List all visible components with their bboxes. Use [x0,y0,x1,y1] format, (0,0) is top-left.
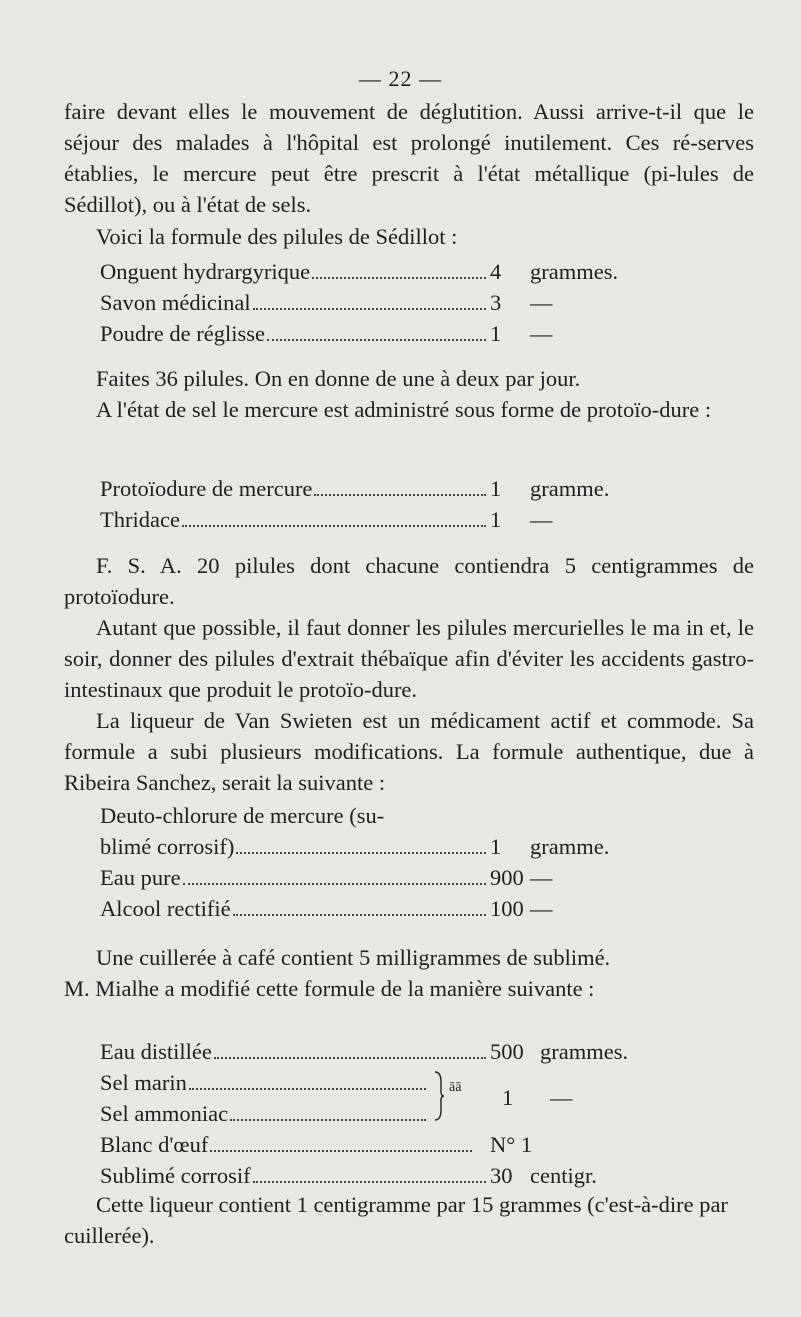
ingredient-name: Eau pure [100,865,181,890]
paragraph-text: Faites 36 pilules. On en donne de une à deux par jour. [96,366,581,391]
ingredient-quantity: N° 1 [490,1132,533,1157]
ingredient-quantity: 30 [490,1163,513,1188]
ingredient-name: Alcool rectifié [100,896,231,921]
ingredient-quantity: 500 [490,1039,524,1064]
ingredient-name: Protoïodure de mercure [100,476,313,501]
page-number: — 22 — [359,66,442,91]
leader-dots [253,307,486,310]
paragraph-text: La liqueur de Van Swieten est un médicament actif et commode. Sa formule a subi plusieurs modifications. La formule authentique, due à Ribeira Sanchez, serait la suivante : [64,708,754,795]
leader-dots [214,1056,486,1059]
ingredient-unit: centigr. [530,1163,597,1188]
leader-dots [233,913,486,916]
recipe-row [100,1129,660,1160]
recipe-mialhe [100,1036,660,1191]
ingredient-name: Sublimé corrosif [100,1163,251,1188]
ingredient-name: Thridace [100,507,180,532]
leader-dots [314,493,486,496]
ingredient-quantity: 3 [490,290,502,315]
leader-dots [230,1118,426,1121]
paragraph-text: A l'état de sel le mercure est administré sous forme de protoïo-dure : [96,397,712,422]
recipe-row [100,862,660,893]
recipe-sedillot [100,256,660,349]
brace-label-ana: āā [449,1080,462,1095]
recipe-row [100,1098,660,1129]
brace-unit: — [550,1085,573,1110]
leader-dots [189,1087,426,1090]
paragraph-text: faire devant elles le mouvement de déglutition. Aussi arrive-t-il que le séjour des malades à l'hôpital est prolongé inutilement. Ces ré-serves établies, le mercure peut être prescrit à l'état métallique (pi-lules de Sédillot), ou à l'état de sels. [64,99,754,217]
ingredient-name: blimé corrosif) [100,834,235,859]
ingredient-unit: grammes. [540,1039,629,1064]
paragraph-text: Voici la formule des pilules de Sédillot : [96,224,458,249]
ingredient-name: Eau distillée [100,1039,212,1064]
paragraph-text: Cette liqueur contient 1 centigramme par 15 grammes (c'est-à-dire par cuillerée). [64,1192,728,1248]
paragraph-van-swieten [64,550,754,798]
ingredient-unit: gramme. [530,476,610,501]
recipe-protoiodure [100,473,660,535]
paragraph-text: Une cuillerée à café contient 5 milligrammes de sublimé. [96,945,611,970]
ingredient-unit: — [530,321,553,346]
paragraph-conclusion [64,1189,776,1251]
leader-dots [253,1180,486,1183]
leader-dots [182,524,486,527]
recipe-row [100,1067,660,1098]
ingredient-quantity: 100 [490,896,524,921]
leader-dots [267,338,486,341]
ingredient-unit: — [530,896,553,921]
ingredient-unit: gramme. [530,834,610,859]
ingredient-name: Onguent hydrargyrique [100,259,311,284]
ingredient-unit: — [530,865,553,890]
recipe-row [100,504,660,535]
recipe-van-swieten [100,800,660,924]
ingredient-quantity: 1 [490,507,502,532]
paragraph-intro [64,96,754,220]
paragraph-text: F. S. A. 20 pilules dont chacune contiendra 5 centigrammes de protoïodure. [64,553,754,609]
ingredient-name: Savon médicinal [100,290,251,315]
recipe-row [100,318,660,349]
ingredient-unit: grammes. [530,259,619,284]
paragraph-text: M. Mialhe a modifié cette formule de la manière suivante : [64,976,595,1001]
ingredient-name: Poudre de réglisse [100,321,265,346]
paragraph-sedillot-intro [64,221,754,252]
leader-dots [236,851,486,854]
recipe-row [100,256,660,287]
recipe-row [100,1160,660,1191]
ingredient-name: Sel marin [100,1070,187,1095]
ingredient-unit: — [530,290,553,315]
recipe-row [100,831,660,862]
brace-symbol [433,1070,445,1122]
recipe-row [100,287,660,318]
ingredient-name: Blanc d'œuf [100,1132,209,1157]
recipe-row [100,473,660,504]
leader-dots [312,276,486,279]
leader-dots [183,882,486,885]
recipe-row [100,800,660,831]
recipe-row [100,1036,660,1067]
ingredient-quantity: 900 [490,865,524,890]
ingredient-quantity: 1 [490,321,502,346]
ingredient-quantity: 1 [490,476,502,501]
recipe-row [100,893,660,924]
ingredient-name: Deuto-chlorure de mercure (su- [100,803,385,828]
ingredient-quantity: 1 [490,834,502,859]
ingredient-name: Sel ammoniac [100,1101,229,1126]
ingredient-quantity: 4 [490,259,502,284]
paragraph-text: Autant que possible, il faut donner les pilules mercurielles le ma in et, le soir, donner des pilules d'extrait thébaïque afin d'éviter les accidents gastro-intestinaux que produit le protoïo-dure. [64,615,754,702]
paragraph-mialhe [64,942,754,1004]
paragraph-dosage [64,363,754,425]
brace-quantity: 1 [502,1085,514,1110]
ingredient-unit: — [530,507,553,532]
leader-dots [210,1149,472,1152]
